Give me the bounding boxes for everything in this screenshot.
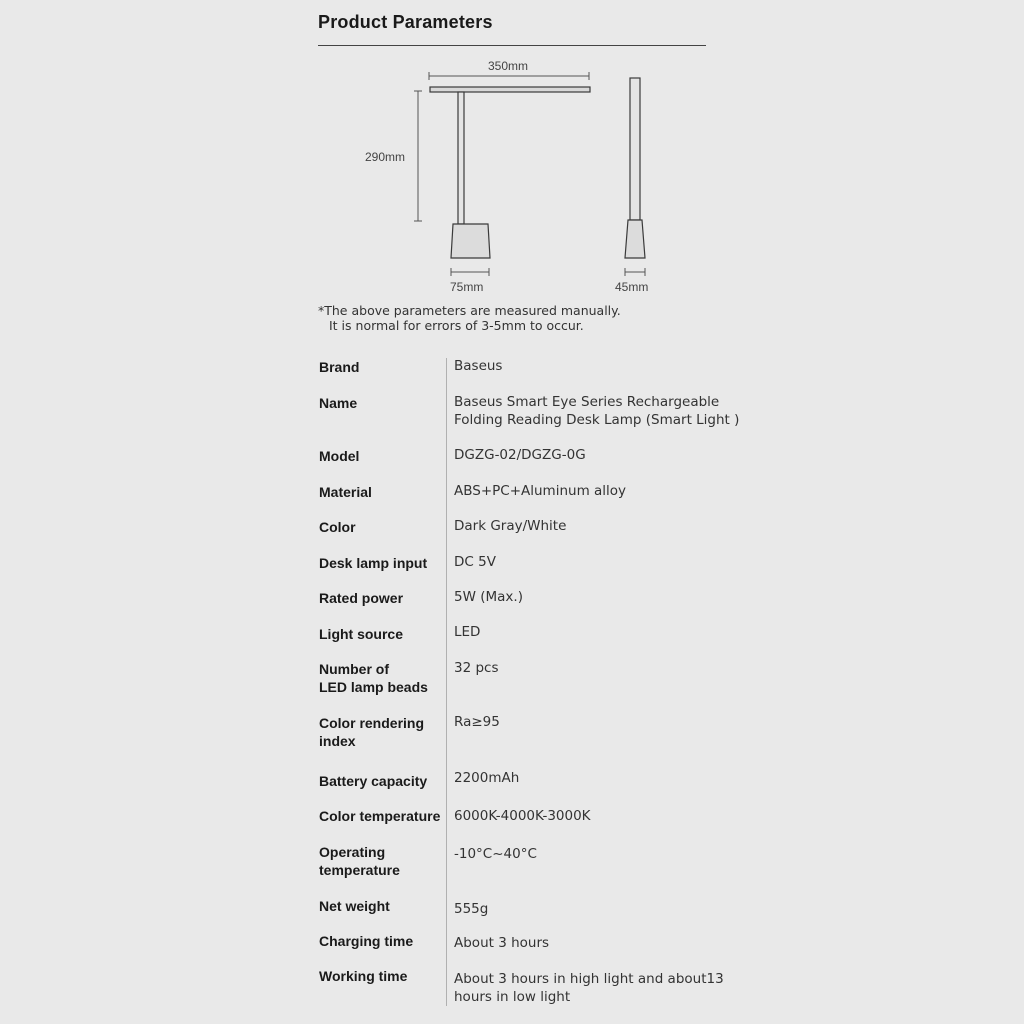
spec-value-line: About 3 hours: [454, 935, 550, 951]
spec-label-line: Battery capacity: [319, 773, 428, 789]
spec-label: [319, 625, 403, 643]
spec-value-line: DGZG-02/DGZG-0G: [454, 447, 586, 463]
spec-label-line: index: [319, 733, 356, 749]
spec-label: [319, 967, 407, 985]
spec-label-line: Rated power: [319, 590, 404, 606]
spec-label-line: Material: [319, 484, 372, 500]
spec-value: [454, 713, 500, 731]
spec-label: [319, 394, 357, 412]
spec-value: [454, 482, 626, 500]
page-title: Product Parameters: [318, 12, 493, 32]
spec-label: [319, 807, 440, 825]
spec-label-line: Brand: [319, 359, 360, 375]
spec-label: [319, 483, 372, 501]
spec-value: [454, 446, 586, 464]
spec-value: [454, 517, 566, 535]
spec-label-line: Desk lamp input: [319, 555, 428, 571]
spec-label: [319, 897, 390, 915]
spec-label-line: Net weight: [319, 898, 390, 914]
spec-value-line: About 3 hours in high light and about13: [454, 971, 724, 987]
spec-label-line: LED lamp beads: [319, 679, 428, 695]
spec-value-line: DC 5V: [454, 554, 496, 570]
spec-label-line: Color temperature: [319, 808, 441, 824]
measurement-note: [318, 303, 621, 333]
spec-value-line: LED: [454, 624, 481, 640]
spec-value: [454, 970, 724, 1006]
spec-value: [454, 934, 549, 952]
spec-value-line: Baseus: [454, 358, 503, 374]
spec-label: [319, 714, 424, 750]
front-view-lamp: [430, 87, 590, 258]
height-dimension-line: [414, 91, 422, 221]
measurement-note-line-2: It is normal for errors of 3-5mm to occur.: [329, 318, 584, 333]
spec-label: [319, 772, 427, 790]
spec-value-line: Dark Gray/White: [454, 518, 567, 534]
spec-label-line: Name: [319, 395, 358, 411]
spec-label-line: Color: [319, 519, 356, 535]
base-side-dimension-line: [625, 268, 645, 276]
spec-value-line: 5W (Max.): [454, 589, 523, 605]
spec-value-line: Baseus Smart Eye Series Rechargeable: [454, 394, 720, 410]
height-dimension-label: 290mm: [365, 150, 406, 164]
spec-value: [454, 807, 591, 825]
base-front-dimension-line: [451, 268, 489, 276]
spec-value: [454, 357, 502, 375]
spec-value-line: hours in low light: [454, 989, 571, 1005]
spec-value-line: Folding Reading Desk Lamp (Smart Light ): [454, 412, 740, 428]
spec-value: [454, 588, 523, 606]
spec-label-line: Light source: [319, 626, 404, 642]
spec-value: [454, 623, 480, 641]
spec-label-line: Color rendering: [319, 715, 425, 731]
spec-value-line: 2200mAh: [454, 770, 520, 786]
spec-value-line: 6000K-4000K-3000K: [454, 808, 591, 824]
spec-label-line: Number of: [319, 661, 389, 677]
base-side-dimension-label: 45mm: [615, 280, 649, 294]
spec-label: [319, 932, 413, 950]
spec-value-line: 32 pcs: [454, 660, 499, 676]
spec-value-line: 555g: [454, 901, 489, 917]
width-dimension-label: 350mm: [488, 59, 529, 73]
side-view-lamp: [625, 78, 645, 258]
base-front-dimension-label: 75mm: [450, 280, 484, 294]
spec-value-line: ABS+PC+Aluminum alloy: [454, 483, 627, 499]
spec-label: [319, 518, 356, 536]
spec-label-line: Operating: [319, 844, 386, 860]
spec-value-line: Ra≥95: [454, 714, 500, 730]
spec-label: [319, 589, 403, 607]
spec-value-line: -10°C~40°C: [454, 846, 537, 862]
spec-label-line: Working time: [319, 968, 408, 984]
spec-value: [454, 845, 537, 863]
spec-label-line: Model: [319, 448, 360, 464]
lamp-dimension-diagram: [0, 0, 1024, 300]
spec-value: [454, 769, 519, 787]
spec-label: [319, 843, 400, 879]
measurement-note-line-1: *The above parameters are measured manually.: [318, 303, 621, 318]
spec-label: [319, 554, 427, 572]
spec-label-line: Charging time: [319, 933, 414, 949]
spec-label-line: temperature: [319, 862, 400, 878]
spec-label: [319, 447, 359, 465]
spec-label: [319, 358, 359, 376]
spec-value: [454, 659, 499, 677]
width-dimension-line: [429, 72, 589, 80]
spec-label: [319, 660, 428, 696]
spec-value: [454, 553, 496, 571]
spec-column-divider: [446, 358, 447, 1006]
spec-value: [454, 900, 488, 918]
spec-value: [454, 393, 739, 429]
